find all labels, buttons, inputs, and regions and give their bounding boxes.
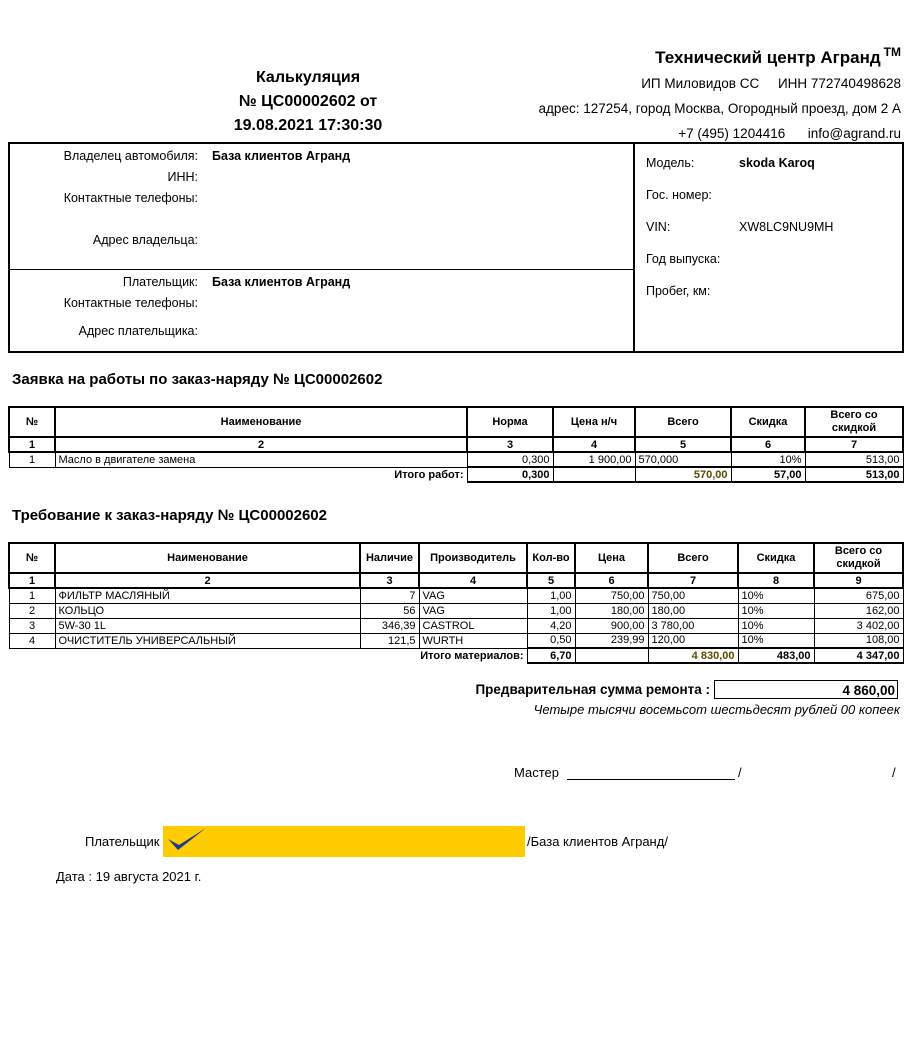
cell-manufacturer: VAG (419, 603, 527, 618)
cell-price: 239,99 (575, 633, 648, 648)
works-table (8, 406, 904, 483)
inn-label: ИНН: (167, 170, 198, 184)
materials-table (8, 542, 904, 664)
owner-phones-label: Контактные телефоны: (63, 191, 198, 205)
cell-stock: 56 (360, 603, 419, 618)
client-vehicle-box (8, 142, 904, 353)
cell-name: ФИЛЬТР МАСЛЯНЫЙ (55, 588, 360, 603)
works-total-label: Итого работ: (394, 468, 464, 481)
column-number: 5 (635, 437, 731, 452)
repair-sum-label: Предварительная сумма ремонта : (475, 682, 710, 697)
cell-number: 3 (9, 618, 55, 633)
cell-total: 120,00 (648, 633, 738, 648)
table-row (9, 618, 903, 633)
column-number: 6 (731, 437, 805, 452)
works-total-sum: 570,00 (635, 467, 731, 482)
check-mark-icon (165, 826, 209, 856)
payer-signature-name: /База клиентов Агранд/ (527, 834, 668, 849)
company-name: Технический центр Агранд (655, 48, 881, 67)
year-label: Год выпуска: (646, 252, 721, 266)
cell-norm: 0,300 (467, 452, 553, 467)
column-number: 1 (9, 437, 55, 452)
repair-sum-in-words: Четыре тысячи восемьсот шестьдесят рублей 00 копеек (533, 702, 900, 717)
model-value: skoda Karoq (739, 156, 815, 170)
payer-address-label: Адрес плательщика: (78, 324, 198, 338)
materials-header-cell: Наличие (360, 543, 419, 573)
company-info (539, 40, 901, 146)
cell-total: 750,00 (648, 588, 738, 603)
works-total-final: 513,00 (805, 467, 903, 482)
materials-title: Требование к заказ-наряду № ЦС00002602 (12, 507, 327, 524)
cell-price: 750,00 (575, 588, 648, 603)
cell-final: 108,00 (814, 633, 903, 648)
cell-name: 5W-30 1L (55, 618, 360, 633)
table-row (9, 452, 903, 467)
cell-qty: 1,00 (527, 588, 575, 603)
works-total-norm: 0,300 (467, 467, 553, 482)
master-slash-left: / (738, 765, 742, 780)
payer-label: Плательщик: (122, 275, 198, 289)
cell-manufacturer: VAG (419, 588, 527, 603)
cell-name: ОЧИСТИТЕЛЬ УНИВЕРСАЛЬНЫЙ (55, 633, 360, 648)
works-header-cell: Норма (467, 407, 553, 437)
works-header-cell: Всего (635, 407, 731, 437)
cell-discount: 10% (738, 603, 814, 618)
company-legal: ИП Миловидов СС ИНН 772740498628 (641, 76, 901, 91)
column-number: 3 (360, 573, 419, 588)
materials-number-row (9, 573, 903, 588)
column-number: 7 (805, 437, 903, 452)
cell-number: 4 (9, 633, 55, 648)
materials-header-cell: Кол-во (527, 543, 575, 573)
cell-discount: 10% (738, 588, 814, 603)
materials-total-row (9, 648, 903, 663)
column-number: 2 (55, 437, 467, 452)
column-number: 2 (55, 573, 360, 588)
document-title-line1: Калькуляция (255, 69, 361, 86)
materials-header-text: Всего со скидкой (834, 545, 883, 570)
materials-total-empty (575, 648, 648, 663)
vin-value: XW8LC9NU9MH (739, 220, 834, 234)
table-row (9, 588, 903, 603)
repair-sum-value: 4 860,00 (714, 680, 898, 699)
works-header-cell: № (9, 407, 55, 437)
column-number: 4 (419, 573, 527, 588)
cell-qty: 1,00 (527, 603, 575, 618)
column-number: 5 (527, 573, 575, 588)
column-number: 4 (553, 437, 635, 452)
cell-number: 1 (9, 588, 55, 603)
master-slash-right: / (892, 765, 896, 780)
works-header-cell: Наименование (55, 407, 467, 437)
materials-header-cell: Скидка (738, 543, 814, 573)
column-number: 3 (467, 437, 553, 452)
materials-total-final: 4 347,00 (814, 648, 903, 663)
cell-price: 180,00 (575, 603, 648, 618)
cell-total: 570,000 (635, 452, 731, 467)
cell-price: 1 900,00 (553, 452, 635, 467)
cell-total: 180,00 (648, 603, 738, 618)
works-total-empty (553, 467, 635, 482)
cell-discount: 10% (731, 452, 805, 467)
materials-header-cell (814, 543, 903, 573)
payer-signature-label: Плательщик (85, 834, 160, 849)
works-header-cell: Цена н/ч (553, 407, 635, 437)
cell-name: Масло в двигателе замена (55, 452, 467, 467)
document-datetime: 19.08.2021 17:30:30 (233, 117, 383, 134)
works-number-row (9, 437, 903, 452)
column-number: 9 (814, 573, 903, 588)
plate-label: Гос. номер: (646, 188, 712, 202)
client-info-panel (10, 144, 635, 351)
cell-name: КОЛЬЦО (55, 603, 360, 618)
payer-signature-field[interactable] (163, 826, 525, 857)
cell-manufacturer: CASTROL (419, 618, 527, 633)
model-label: Модель: (646, 156, 695, 170)
owner-label: Владелец автомобиля: (63, 149, 198, 163)
cell-manufacturer: WURTH (419, 633, 527, 648)
cell-stock: 121,5 (360, 633, 419, 648)
owner-value: База клиентов Агранд (212, 149, 351, 163)
cell-qty: 4,20 (527, 618, 575, 633)
materials-header-cell: Наименование (55, 543, 360, 573)
cell-total: 3 780,00 (648, 618, 738, 633)
cell-stock: 7 (360, 588, 419, 603)
materials-header-row (9, 543, 903, 573)
client-divider (10, 269, 633, 270)
master-signature-line (567, 779, 735, 780)
cell-number: 2 (9, 603, 55, 618)
materials-total-qty: 6,70 (527, 648, 575, 663)
cell-qty: 0,50 (527, 633, 575, 648)
materials-total-label: Итого материалов: (420, 649, 524, 662)
cell-discount: 10% (738, 618, 814, 633)
cell-final: 675,00 (814, 588, 903, 603)
cell-discount: 10% (738, 633, 814, 648)
document-title (200, 66, 416, 138)
materials-header-cell: № (9, 543, 55, 573)
materials-header-cell: Всего (648, 543, 738, 573)
works-header-cell: Скидка (731, 407, 805, 437)
column-number: 8 (738, 573, 814, 588)
works-title: Заявка на работы по заказ-наряду № ЦС00002602 (12, 371, 383, 388)
column-number: 1 (9, 573, 55, 588)
company-contacts: +7 (495) 1204416 info@agrand.ru (678, 126, 901, 141)
document-number: № ЦС00002602 от (238, 93, 378, 110)
cell-final: 513,00 (805, 452, 903, 467)
mileage-label: Пробег, км: (646, 284, 711, 298)
materials-total-sum: 4 830,00 (648, 648, 738, 663)
cell-price: 900,00 (575, 618, 648, 633)
cell-number: 1 (9, 452, 55, 467)
master-label: Мастер (514, 765, 559, 780)
table-row (9, 633, 903, 648)
payer-value: База клиентов Агранд (212, 275, 351, 289)
materials-total-discount: 483,00 (738, 648, 814, 663)
works-total-discount: 57,00 (731, 467, 805, 482)
owner-address-label: Адрес владельца: (92, 233, 198, 247)
works-header-cell (805, 407, 903, 437)
payer-phones-label: Контактные телефоны: (63, 296, 198, 310)
materials-header-cell: Цена (575, 543, 648, 573)
document-date: Дата : 19 августа 2021 г. (56, 869, 202, 884)
column-number: 6 (575, 573, 648, 588)
materials-header-cell: Производитель (419, 543, 527, 573)
trademark-sign: TM (883, 45, 901, 59)
cell-final: 162,00 (814, 603, 903, 618)
works-total-row (9, 467, 903, 482)
table-row (9, 603, 903, 618)
company-address: адрес: 127254, город Москва, Огородный проезд, дом 2 А (538, 101, 901, 116)
works-header-text: Всего со скидкой (830, 409, 878, 434)
cell-final: 3 402,00 (814, 618, 903, 633)
works-header-row (9, 407, 903, 437)
vin-label: VIN: (646, 220, 671, 234)
cell-stock: 346,39 (360, 618, 419, 633)
column-number: 7 (648, 573, 738, 588)
